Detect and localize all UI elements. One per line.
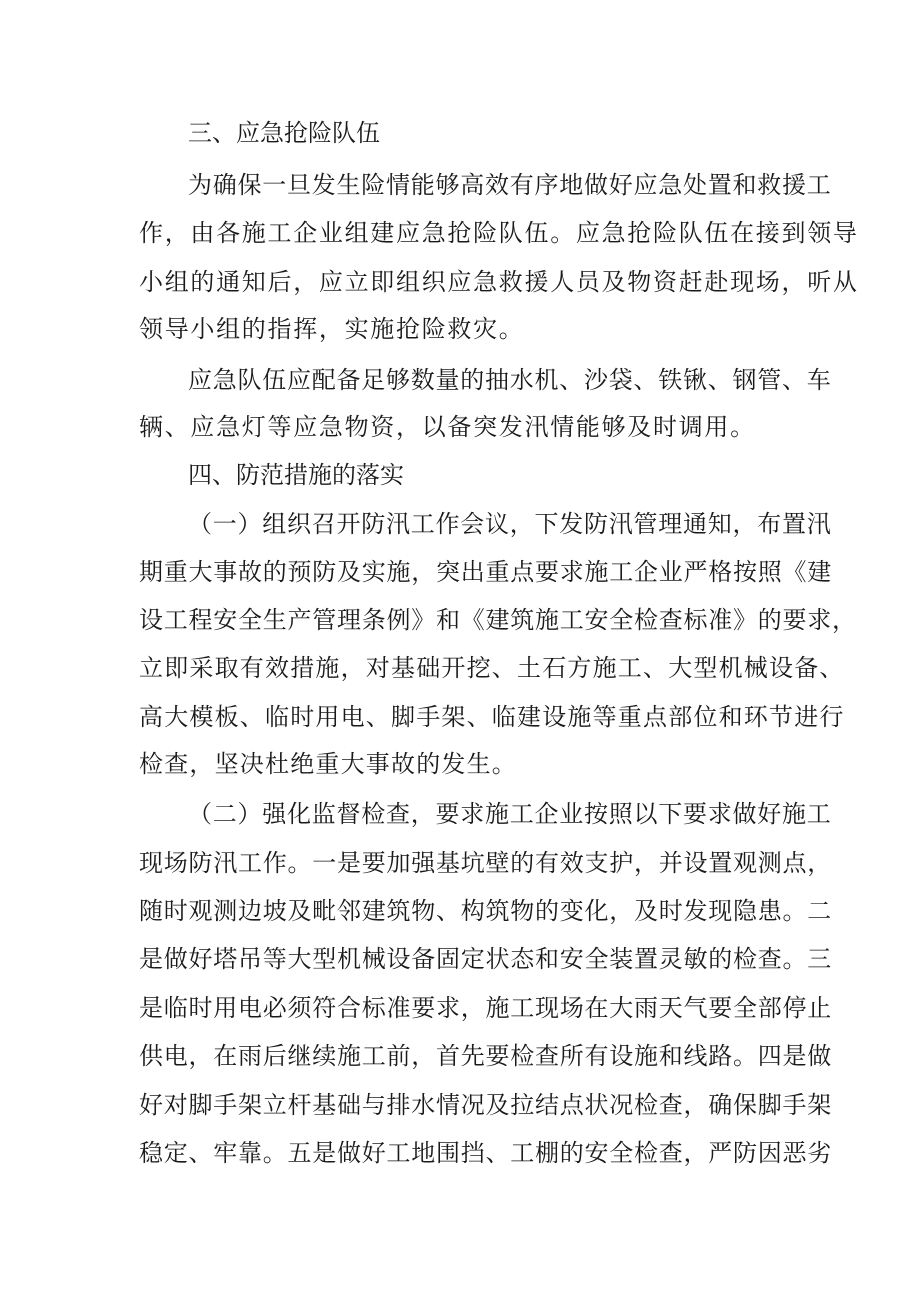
paragraph-line: 供电，在雨后继续施工前，首先要检查所有设施和线路。四是做 bbox=[139, 1042, 832, 1070]
paragraph-line: （一）组织召开防汛工作会议，下发防汛管理通知，布置汛 bbox=[188, 510, 832, 538]
paragraph-line: 应急队伍应配备足够数量的抽水机、沙袋、铁锹、钢管、车 bbox=[188, 366, 832, 394]
paragraph-line: 作，由各施工企业组建应急抢险队伍。应急抢险队伍在接到领导 bbox=[139, 219, 859, 247]
paragraph-line: 检查，坚决杜绝重大事故的发生。 bbox=[139, 750, 517, 778]
paragraph-line: 现场防汛工作。一是要加强基坑壁的有效支护，并设置观测点， bbox=[139, 849, 832, 877]
paragraph-line: 是做好塔吊等大型机械设备固定状态和安全装置灵敏的检查。三 bbox=[139, 945, 832, 973]
paragraph-line: 设工程安全生产管理条例》和《建筑施工安全检查标准》的要求， bbox=[139, 606, 857, 634]
paragraph-line: 高大模板、临时用电、脚手架、临建设施等重点部位和环节进行 bbox=[139, 703, 845, 731]
paragraph-line: 领导小组的指挥，实施抢险救灾。 bbox=[139, 315, 525, 343]
paragraph-line: 辆、应急灯等应急物资，以备突发汛情能够及时调用。 bbox=[139, 413, 756, 441]
paragraph-line: 好对脚手架立杆基础与排水情况及拉结点状况检查，确保脚手架 bbox=[139, 1091, 832, 1119]
paragraph-line: 立即采取有效措施，对基础开挖、土石方施工、大型机械设备、 bbox=[139, 654, 845, 682]
paragraph-line: 小组的通知后，应立即组织应急救援人员及物资赶赴现场，听从 bbox=[139, 268, 859, 296]
paragraph-line: 稳定、牢靠。五是做好工地围挡、工棚的安全检查，严防因恶劣 bbox=[139, 1139, 832, 1167]
section-heading-emergency-team: 三、应急抢险队伍 bbox=[188, 119, 380, 147]
paragraph-line: 是临时用电必须符合标准要求，施工现场在大雨天气要全部停止 bbox=[139, 994, 832, 1022]
paragraph-line: 随时观测边坡及毗邻建筑物、构筑物的变化，及时发现隐患。二 bbox=[139, 897, 832, 925]
paragraph-line: （二）强化监督检查，要求施工企业按照以下要求做好施工 bbox=[188, 800, 832, 828]
paragraph-line: 期重大事故的预防及实施，突出重点要求施工企业严格按照《建 bbox=[139, 558, 832, 586]
section-heading-prevention-measures: 四、防范措施的落实 bbox=[188, 461, 404, 489]
paragraph-line: 为确保一旦发生险情能够高效有序地做好应急处置和救援工 bbox=[188, 171, 832, 199]
